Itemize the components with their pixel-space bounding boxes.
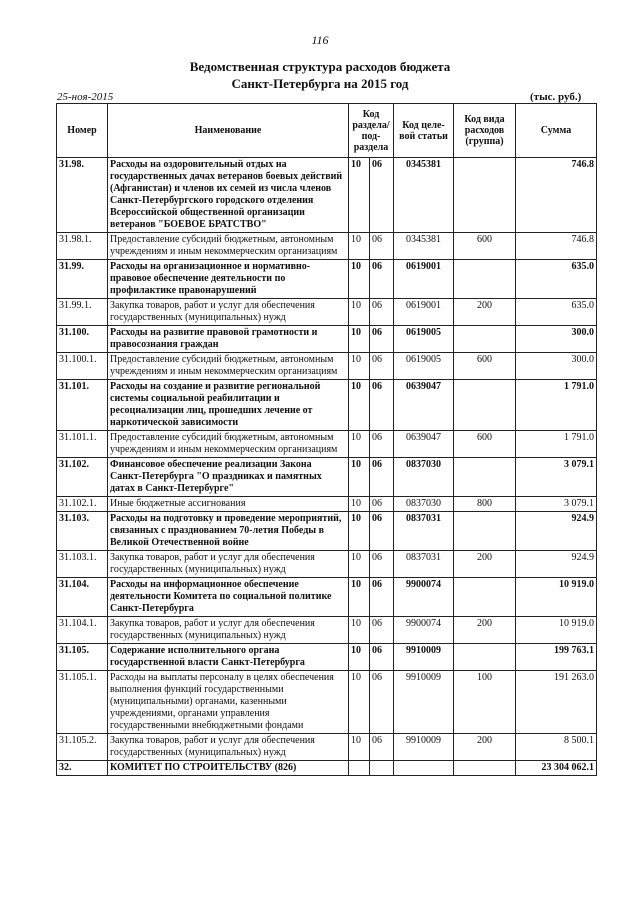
row-expense-type: 200	[454, 734, 516, 761]
row-expense-type: 600	[454, 431, 516, 458]
row-target-code: 0639047	[394, 380, 454, 431]
row-subsection: 06	[370, 260, 394, 299]
row-subsection: 06	[370, 512, 394, 551]
row-name: Закупка товаров, работ и услуг для обеспечения государственных (муниципальных) нужд	[108, 299, 349, 326]
row-amount: 191 263.0	[516, 671, 597, 734]
row-section: 10	[349, 233, 370, 260]
row-expense-type: 200	[454, 551, 516, 578]
row-amount: 10 919.0	[516, 617, 597, 644]
row-expense-type	[454, 326, 516, 353]
title-line-1: Ведомственная структура расходов бюджета	[189, 59, 451, 74]
row-number: 31.104.1.	[57, 617, 108, 644]
row-target-code: 9910009	[394, 734, 454, 761]
row-section: 10	[349, 458, 370, 497]
row-amount: 924.9	[516, 512, 597, 551]
row-amount: 300.0	[516, 353, 597, 380]
row-section: 10	[349, 260, 370, 299]
table-row	[57, 617, 597, 644]
row-amount: 3 079.1	[516, 497, 597, 512]
row-amount: 1 791.0	[516, 431, 597, 458]
row-section: 10	[349, 497, 370, 512]
row-number: 31.105.2.	[57, 734, 108, 761]
row-target-code: 0345381	[394, 233, 454, 260]
row-amount: 3 079.1	[516, 458, 597, 497]
row-amount: 635.0	[516, 299, 597, 326]
table-row	[57, 353, 597, 380]
row-name: КОМИТЕТ ПО СТРОИТЕЛЬСТВУ (826)	[108, 761, 349, 776]
row-subsection: 06	[370, 326, 394, 353]
row-target-code: 0837030	[394, 458, 454, 497]
row-section: 10	[349, 353, 370, 380]
row-amount: 10 919.0	[516, 578, 597, 617]
header-section-code: Код раздела/ под- раздела	[349, 104, 394, 158]
row-name: Закупка товаров, работ и услуг для обеспечения государственных (муниципальных) нужд	[108, 734, 349, 761]
row-section: 10	[349, 299, 370, 326]
header-expense-type: Код вида расходов (группа)	[454, 104, 516, 158]
row-target-code: 0619001	[394, 260, 454, 299]
row-subsection: 06	[370, 644, 394, 671]
row-amount: 300.0	[516, 326, 597, 353]
row-target-code: 0619005	[394, 353, 454, 380]
row-section: 10	[349, 671, 370, 734]
row-expense-type: 600	[454, 353, 516, 380]
row-amount: 199 763.1	[516, 644, 597, 671]
row-name: Расходы на создание и развитие региональной системы социальной реабилитации и ресоциализации лиц, прошедших лечение от наркотической зависимости	[108, 380, 349, 431]
row-target-code: 0837031	[394, 512, 454, 551]
row-amount: 746.8	[516, 233, 597, 260]
units-label: (тыс. руб.)	[530, 91, 582, 103]
row-subsection: 06	[370, 431, 394, 458]
table-row	[57, 512, 597, 551]
row-expense-type	[454, 380, 516, 431]
row-number: 31.103.	[57, 512, 108, 551]
row-expense-type	[454, 512, 516, 551]
table-row	[57, 326, 597, 353]
row-name: Расходы на подготовку и проведение мероприятий, связанных с празднованием 70-летия Победы в Великой Отечественной войне	[108, 512, 349, 551]
row-name: Расходы на организационное и нормативно-правовое обеспечение деятельности по профилактике правонарушений	[108, 260, 349, 299]
row-target-code: 0619001	[394, 299, 454, 326]
table-row	[57, 497, 597, 512]
row-name: Предоставление субсидий бюджетным, автономным учреждениям и иным некоммерческим организациям	[108, 431, 349, 458]
row-number: 31.102.	[57, 458, 108, 497]
document-title	[0, 58, 640, 92]
row-name: Предоставление субсидий бюджетным, автономным учреждениям и иным некоммерческим организациям	[108, 233, 349, 260]
row-expense-type	[454, 644, 516, 671]
row-subsection: 06	[370, 458, 394, 497]
row-amount: 924.9	[516, 551, 597, 578]
row-amount: 746.8	[516, 158, 597, 233]
title-line-2: Санкт-Петербурга на 2015 год	[231, 76, 409, 91]
row-expense-type	[454, 458, 516, 497]
row-target-code: 0837031	[394, 551, 454, 578]
row-number: 31.102.1.	[57, 497, 108, 512]
row-target-code: 9900074	[394, 617, 454, 644]
table-row	[57, 644, 597, 671]
row-number: 31.99.1.	[57, 299, 108, 326]
table-row	[57, 551, 597, 578]
row-amount: 23 304 062.1	[516, 761, 597, 776]
page-number: 116	[311, 33, 329, 47]
row-number: 31.105.	[57, 644, 108, 671]
table-row	[57, 734, 597, 761]
row-expense-type	[454, 578, 516, 617]
row-subsection: 06	[370, 551, 394, 578]
row-number: 32.	[57, 761, 108, 776]
row-name: Закупка товаров, работ и услуг для обеспечения государственных (муниципальных) нужд	[108, 551, 349, 578]
row-section: 10	[349, 734, 370, 761]
row-expense-type: 800	[454, 497, 516, 512]
row-amount: 635.0	[516, 260, 597, 299]
row-target-code: 9910009	[394, 644, 454, 671]
row-section: 10	[349, 380, 370, 431]
row-subsection: 06	[370, 617, 394, 644]
row-section: 10	[349, 578, 370, 617]
table-body	[57, 158, 597, 776]
row-number: 31.100.	[57, 326, 108, 353]
row-target-code: 9900074	[394, 578, 454, 617]
row-amount: 8 500.1	[516, 734, 597, 761]
row-subsection: 06	[370, 233, 394, 260]
row-expense-type	[454, 761, 516, 776]
table-row	[57, 458, 597, 497]
row-expense-type	[454, 158, 516, 233]
row-expense-type: 100	[454, 671, 516, 734]
row-subsection: 06	[370, 497, 394, 512]
row-name: Расходы на выплаты персоналу в целях обеспечения выполнения функций государственными (муниципальными) органами, казенными учреждениями, органами управления государственными внебюджетными фондами	[108, 671, 349, 734]
row-section: 10	[349, 431, 370, 458]
row-number: 31.101.	[57, 380, 108, 431]
row-subsection: 06	[370, 353, 394, 380]
table-row	[57, 380, 597, 431]
header-amount: Сумма	[516, 104, 597, 158]
header-name: Наименование	[108, 104, 349, 158]
row-section: 10	[349, 644, 370, 671]
row-name: Предоставление субсидий бюджетным, автономным учреждениям и иным некоммерческим организациям	[108, 353, 349, 380]
table-row	[57, 761, 597, 776]
row-name: Иные бюджетные ассигнования	[108, 497, 349, 512]
row-subsection: 06	[370, 578, 394, 617]
row-section: 10	[349, 512, 370, 551]
row-expense-type	[454, 260, 516, 299]
row-target-code: 0619005	[394, 326, 454, 353]
row-number: 31.103.1.	[57, 551, 108, 578]
row-number: 31.99.	[57, 260, 108, 299]
row-name: Расходы на информационное обеспечение деятельности Комитета по социальной политике Санкт-Петербурга	[108, 578, 349, 617]
row-name: Закупка товаров, работ и услуг для обеспечения государственных (муниципальных) нужд	[108, 617, 349, 644]
row-number: 31.101.1.	[57, 431, 108, 458]
row-number: 31.100.1.	[57, 353, 108, 380]
row-name: Содержание исполнительного органа государственной власти Санкт-Петербурга	[108, 644, 349, 671]
row-number: 31.98.1.	[57, 233, 108, 260]
row-subsection: 06	[370, 734, 394, 761]
row-subsection: 06	[370, 158, 394, 233]
header-target-code: Код целе- вой статьи	[394, 104, 454, 158]
row-target-code: 0345381	[394, 158, 454, 233]
row-subsection	[370, 761, 394, 776]
row-subsection: 06	[370, 380, 394, 431]
row-amount: 1 791.0	[516, 380, 597, 431]
row-number: 31.105.1.	[57, 671, 108, 734]
budget-table	[56, 103, 597, 776]
row-expense-type: 600	[454, 233, 516, 260]
row-subsection: 06	[370, 299, 394, 326]
row-subsection: 06	[370, 671, 394, 734]
table-row	[57, 299, 597, 326]
row-target-code: 9910009	[394, 671, 454, 734]
row-section	[349, 761, 370, 776]
row-expense-type: 200	[454, 299, 516, 326]
row-section: 10	[349, 158, 370, 233]
row-target-code	[394, 761, 454, 776]
table-row	[57, 578, 597, 617]
row-number: 31.98.	[57, 158, 108, 233]
table-row	[57, 260, 597, 299]
table-row	[57, 671, 597, 734]
row-target-code: 0837030	[394, 497, 454, 512]
table-row	[57, 431, 597, 458]
row-number: 31.104.	[57, 578, 108, 617]
row-name: Расходы на развитие правовой грамотности и правосознания граждан	[108, 326, 349, 353]
row-section: 10	[349, 617, 370, 644]
header-number: Номер	[57, 104, 108, 158]
table-row	[57, 158, 597, 233]
table-header-row	[57, 104, 597, 158]
table-row	[57, 233, 597, 260]
row-target-code: 0639047	[394, 431, 454, 458]
row-name: Финансовое обеспечение реализации Закона Санкт-Петербурга "О праздниках и памятных датах в Санкт-Петербурге"	[108, 458, 349, 497]
row-section: 10	[349, 326, 370, 353]
row-section: 10	[349, 551, 370, 578]
row-name: Расходы на оздоровительный отдых на государственных дачах ветеранов боевых действий (Афганистан) и членов их семей из числа членов Санкт-Петербургского городского отделения Всероссийской общественной организации ветеранов "БОЕВОЕ БРАТСТВО"	[108, 158, 349, 233]
document-date: 25-ноя-2015	[57, 91, 114, 103]
row-expense-type: 200	[454, 617, 516, 644]
